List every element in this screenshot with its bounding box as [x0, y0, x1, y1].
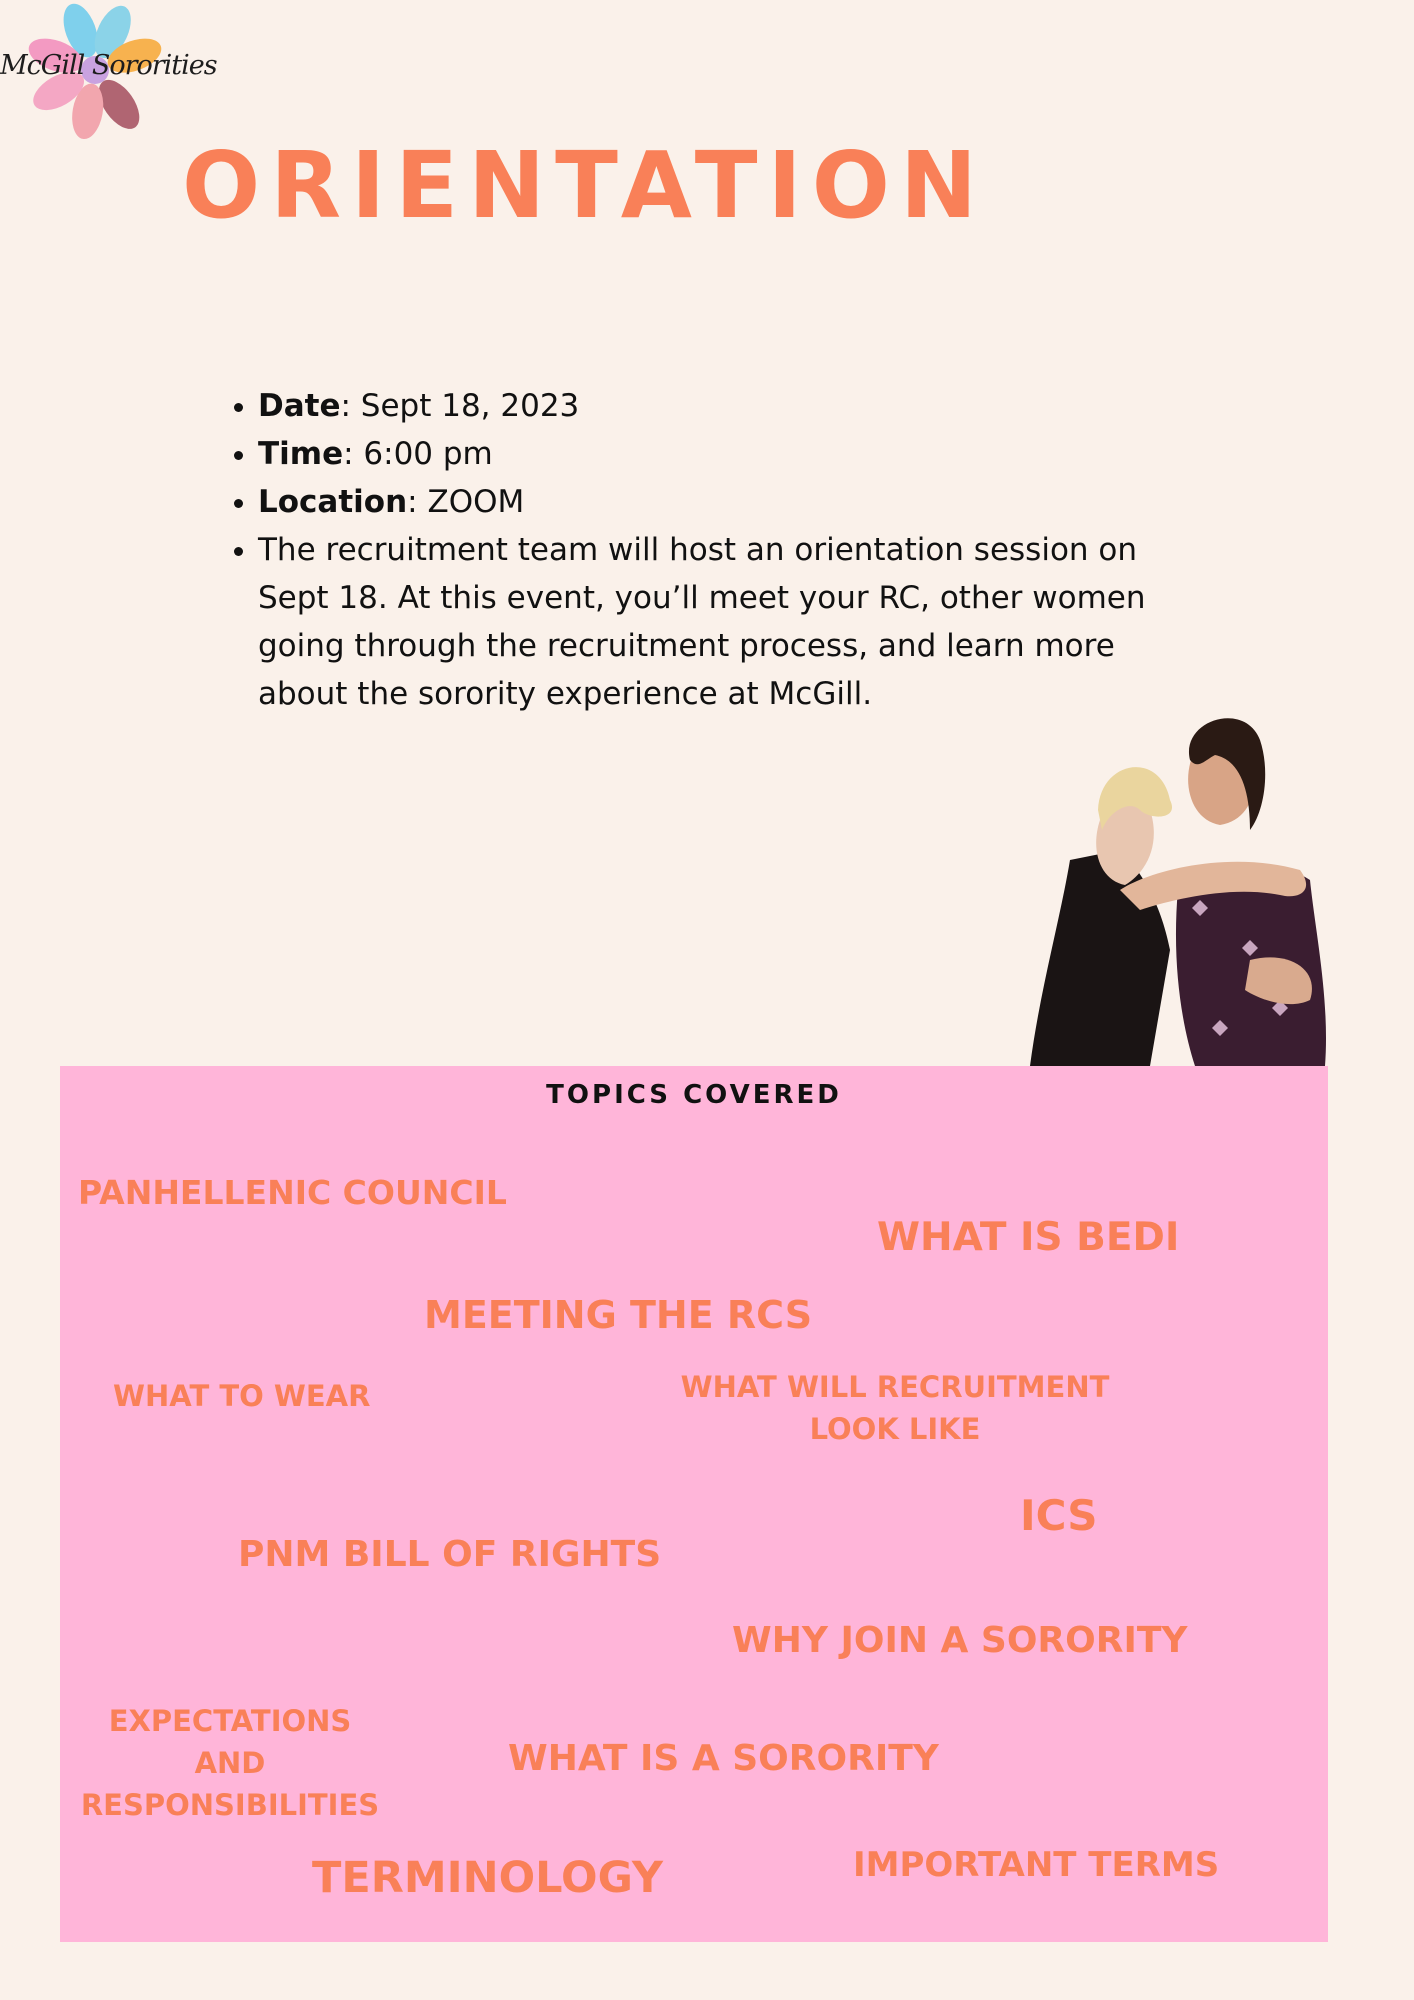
detail-description [258, 526, 1158, 718]
women-hugging-photo [1030, 700, 1330, 1066]
topic-item: MEETING THE RCS [424, 1293, 813, 1337]
detail-location-label: Location [258, 484, 408, 520]
topic-item: WHAT WILL RECRUITMENT LOOK LIKE [680, 1370, 1110, 1446]
detail-location [258, 478, 1158, 526]
topic-item: ICS [1020, 1491, 1098, 1540]
detail-date [258, 382, 1158, 430]
topic-item: TERMINOLOGY [312, 1853, 664, 1903]
topic-item: WHAT TO WEAR [113, 1379, 371, 1413]
topic-item: WHY JOIN A SORORITY [732, 1620, 1188, 1661]
detail-time [258, 430, 1158, 478]
topic-item: PANHELLENIC COUNCIL [78, 1173, 507, 1212]
logo [0, 0, 217, 150]
topic-item: IMPORTANT TERMS [853, 1845, 1220, 1885]
topics-covered-section [60, 1066, 1328, 1942]
page-title: ORIENTATION [182, 132, 987, 239]
event-details-list [220, 382, 1158, 718]
detail-location-value: : ZOOM [407, 484, 525, 520]
logo-text: McGill Sororities [0, 50, 217, 81]
detail-time-label: Time [258, 436, 344, 472]
detail-time-value: : 6:00 pm [343, 436, 493, 472]
topic-item: WHAT IS A SORORITY [508, 1738, 939, 1779]
topic-item: PNM BILL OF RIGHTS [238, 1534, 662, 1575]
detail-date-label: Date [258, 388, 341, 424]
detail-description-text: The recruitment team will host an orientation session on Sept 18. At this event, you’ll meet your RC, other women going through the recruitment process, and learn more about the sorority experience at McGill. [258, 532, 1146, 712]
topic-item: WHAT IS BEDI [877, 1215, 1180, 1260]
detail-date-value: : Sept 18, 2023 [340, 388, 580, 424]
topics-heading: TOPICS COVERED [546, 1080, 842, 1110]
topic-item: EXPECTATIONS AND RESPONSIBILITIES [80, 1704, 380, 1822]
